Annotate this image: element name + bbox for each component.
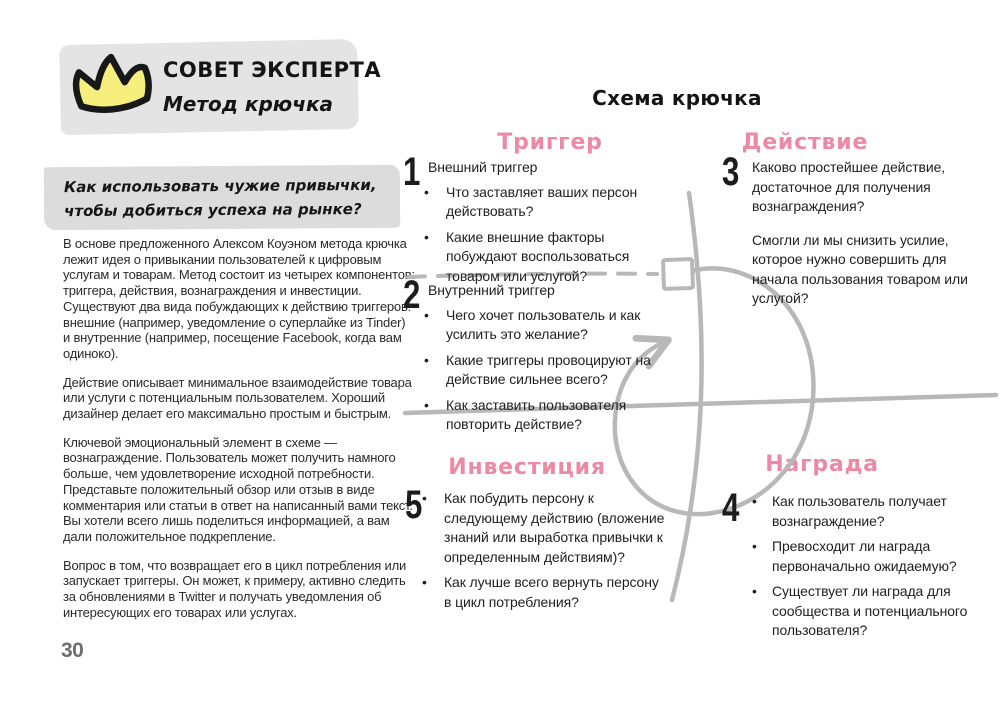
quadrant-label-reward: Награда xyxy=(765,452,879,477)
section-kicker: СОВЕТ ЭКСПЕРТА xyxy=(163,58,382,82)
intro-paragraph: В основе предложенного Алексом Коуэном метода крючка лежит идея о привыкании пользователей к цифровым услугам и товарам. Метод состоит из четырех компонентов: триггера, действия, вознаграждения и инвестиции. Существуют два вида побуждающих к действию триггеров: внешние (например, уведомление о суперлайке из Tinder) и внутренние (например, посещение Facebook, когда вам одиноко). xyxy=(63,236,415,361)
quadrant-label-investment: Инвестиция xyxy=(448,455,606,480)
diagram-item-reward xyxy=(722,486,986,641)
bullet-list xyxy=(750,492,986,641)
bullet-list xyxy=(428,183,665,287)
diagram-item-external-trigger xyxy=(403,150,665,286)
page-number: 30 xyxy=(61,639,84,662)
item-paragraph: Каково простейшее действие, достаточное для получения вознаграждения? xyxy=(752,159,946,214)
diagram-item-internal-trigger xyxy=(403,273,665,435)
intro-paragraph: Действие описывает минимальное взаимодействие товара или услуги с потенциальным пользователем. Хороший дизайнер делает его максимально простым и быстрым. xyxy=(63,374,412,422)
diagram-item-action xyxy=(722,150,992,323)
intro-paragraph: Вопрос в том, что возвращает его в цикл потребления или запускает триггеры. Он может, к примеру, активно следить за обновлениями в Twitter и получать уведомления об интересующих его товарах или услугах. xyxy=(63,557,407,620)
item-number: 3 xyxy=(722,150,739,194)
item-number: 1 xyxy=(403,150,420,194)
diagram-title: Схема крючка xyxy=(592,86,762,110)
item-heading: Внутренний триггер xyxy=(428,282,555,298)
bullet-item: • Превосходит ли награда первоначально ожидаемую? xyxy=(750,537,986,576)
item-number: 5 xyxy=(405,483,422,527)
item-number: 4 xyxy=(722,486,739,530)
bullet-item: • Как побудить персону к следующему действию (вложение знаний или выработка привычки к определенным действиям)? xyxy=(420,489,667,567)
question-line: чтобы добиться успеха на рынке? xyxy=(64,200,362,221)
page-title: Метод крючка xyxy=(163,92,334,116)
bullet-list xyxy=(428,306,665,435)
vertical-axis-line xyxy=(672,193,702,600)
item-heading: Внешний триггер xyxy=(428,159,538,175)
quadrant-label-trigger: Триггер xyxy=(497,130,603,155)
diagram-item-investment xyxy=(405,483,667,612)
intro-paragraph: Ключевой эмоциональный элемент в схеме — вознаграждение. Пользователь может получить намного больше, чем удовлетворение исходной потребности. Представьте положительный обзор или отзыв в виде комментария или статьи в ответ на написанный вами текст. Вы хотели всего лишь поделиться информацией, а вам дали положительное подкрепление. xyxy=(63,434,413,544)
question-line: Как использовать чужие привычки, xyxy=(63,175,377,197)
quadrant-label-action: Действие xyxy=(741,130,869,155)
bullet-item: • Какие внешние факторы побуждают воспользоваться товаром или услугой? xyxy=(422,228,665,287)
bullet-item: • Какие триггеры провоцируют на действие сильнее всего? xyxy=(422,351,665,390)
item-paragraph: Смогли ли мы снизить усилие, которое нужно совершить для начала пользования товаром или услугой? xyxy=(752,231,968,306)
bullet-item: • Что заставляет ваших персон действовать? xyxy=(422,183,665,222)
bullet-item: • Как лучше всего вернуть персону в цикл потребления? xyxy=(420,573,667,612)
bullet-item: • Как пользователь получает вознаграждение? xyxy=(750,492,986,531)
bullet-item: • Как заставить пользователя повторить действие? xyxy=(422,396,665,435)
item-number: 2 xyxy=(403,273,420,317)
square-marker xyxy=(663,259,693,289)
bullet-item: • Существует ли награда для сообщества и потенциального пользователя? xyxy=(750,582,986,641)
bullet-item: • Чего хочет пользователь и как усилить это желание? xyxy=(422,306,665,345)
bullet-list xyxy=(430,489,667,612)
